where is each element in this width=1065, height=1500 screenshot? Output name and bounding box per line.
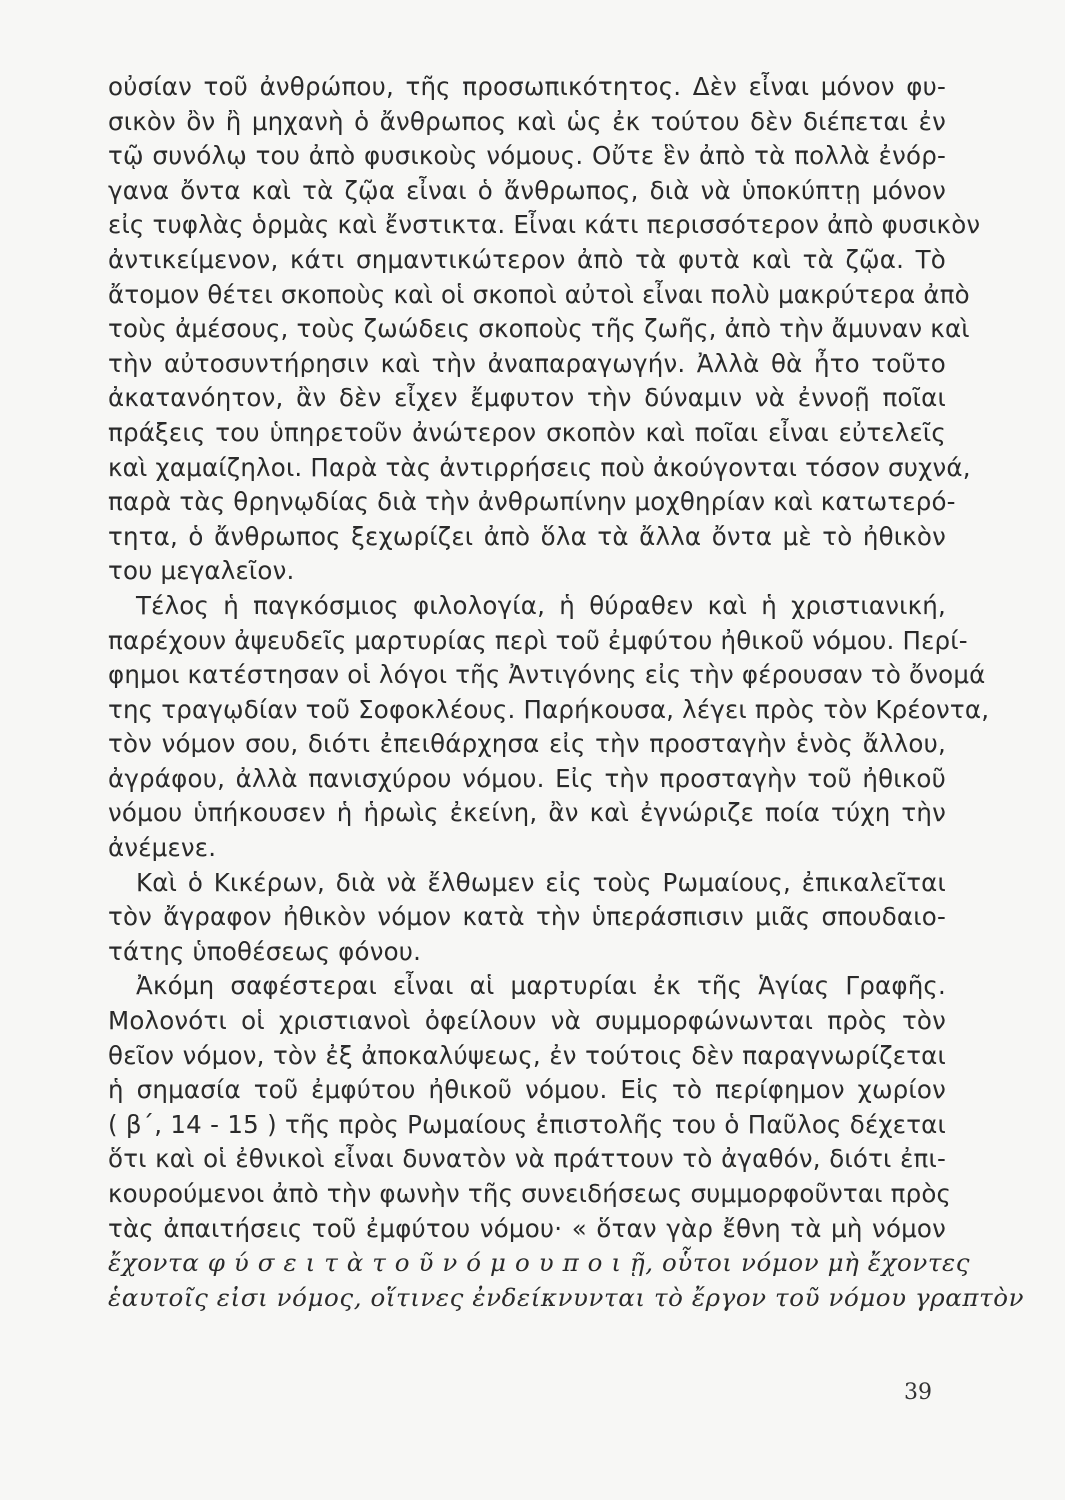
text-line: πράξεις του ὑπηρετοῦν ἀνώτερον σκοπὸν καὶ ποῖαι εἶναι εὐτελεῖς [108,417,946,447]
text-line: τητα, ὁ ἄνθρωπος ξεχωρίζει ἀπὸ ὅλα τὰ ἄλλα ὄντα μὲ τὸ ἠθικὸν [108,521,946,551]
text-line: κουρούμενοι ἀπὸ τὴν φωνὴν τῆς συνειδήσεως συμμορφοῦνται πρὸς [108,1179,952,1208]
text-line: ἀντικείμενον, κάτι σημαντικώτερον ἀπὸ τὰ φυτὰ καὶ τὰ ζῷα. Τὸ [108,244,946,274]
text-line: ἑαυτοῖς εἰσι νόμος, οἵτινες ἐνδείκνυνται τὸ ἔργον τοῦ νόμου γραπτὸν [108,1282,1025,1312]
text-line: ἄτομον θέτει σκοποὺς καὶ οἱ σκοποὶ αὐτοὶ εἶναι πολὺ μακρύτερα ἀπὸ [108,279,970,309]
text-line: θεῖον νόμον, τὸν ἐξ ἀποκαλύψεως, ἐν τούτοις δὲν παραγνωρίζεται [108,1040,946,1070]
text-line: ἡ σημασία τοῦ ἐμφύτου ἠθικοῦ νόμου. Εἰς τὸ περίφημον χωρίον [108,1075,946,1105]
text-line: Τέλος ἡ παγκόσμιος φιλολογία, ἡ θύραθεν καὶ ἡ χριστιανική, [136,590,946,620]
text-line: καὶ χαμαίζηλοι. Παρὰ τὰς ἀντιρρήσεις ποὺ ἀκούγονται τόσον συχνά, [108,452,971,482]
text-line: ἀκατανόητον, ἂν δὲν εἶχεν ἔμφυτον τὴν δύναμιν νὰ ἐννοῇ ποῖαι [108,383,946,413]
text-line: παρὰ τὰς θρηνῳδίας διὰ τὴν ἀνθρωπίνην μοχθηρίαν καὶ κατωτερό- [108,487,956,517]
text-line: νόμου ὑπήκουσεν ἡ ἡρωὶς ἐκείνη, ἂν καὶ ἐγνώριζε ποία τύχη τὴν [108,798,946,828]
text-line: του μεγαλεῖον. [108,556,295,586]
text-line: Ἀκόμη σαφέστεραι εἶναι αἱ μαρτυρίαι ἐκ τῆς Ἁγίας Γραφῆς. [136,971,946,1001]
text-line: τὴν αὐτοσυντήρησιν καὶ τὴν ἀναπαραγωγήν. Ἀλλὰ θὰ ἦτο τοῦτο [108,348,946,378]
text-line: ἀγράφου, ἀλλὰ πανισχύρου νόμου. Εἰς τὴν προσταγὴν τοῦ ἠθικοῦ [108,763,946,793]
text-line: τῷ συνόλῳ του ἀπὸ φυσικοὺς νόμους. Οὔτε ἓν ἀπὸ τὰ πολλὰ ἐνόρ- [108,141,946,171]
body-text [108,70,1025,1315]
text-line: ὅτι καὶ οἱ ἐθνικοὶ εἶναι δυνατὸν νὰ πράττουν τὸ ἀγαθόν, διότι ἐπι- [108,1144,946,1174]
text-line: παρέχουν ἀψευδεῖς μαρτυρίας περὶ τοῦ ἐμφύτου ἠθικοῦ νόμου. Περί- [108,625,968,655]
text-line: τάτης ὑποθέσεως φόνου. [108,936,422,966]
text-line: φημοι κατέστησαν οἱ λόγοι τῆς Ἀντιγόνης εἰς τὴν φέρουσαν τὸ ὄνομά [108,660,986,690]
text-line: τὸν νόμον σου, διότι ἐπειθάρχησα εἰς τὴν προσταγὴν ἑνὸς ἄλλου, [108,729,946,759]
text-line: Καὶ ὁ Κικέρων, διὰ νὰ ἔλθωμεν εἰς τοὺς Ρωμαίους, ἐπικαλεῖται [136,867,946,897]
text-line: ἀνέμενε. [108,833,217,863]
text-line: τοὺς ἀμέσους, τοὺς ζωώδεις σκοποὺς τῆς ζωῆς, ἀπὸ τὴν ἄμυναν καὶ [108,314,970,344]
text-line: οὐσίαν τοῦ ἀνθρώπου, τῆς προσωπικότητος. Δὲν εἶναι μόνον φυ- [108,72,946,101]
text-line: της τραγῳδίαν τοῦ Σοφοκλέους. Παρήκουσα, λέγει πρὸς τὸν Κρέοντα, [108,694,990,724]
text-line: σικὸν ὂν ἢ μηχανὴ ὁ ἄνθρωπος καὶ ὡς ἐκ τούτου δὲν διέπεται ἐν [108,106,946,136]
page-number: 39 [904,1380,932,1405]
text-line: ( β΄, 14 - 15 ) τῆς πρὸς Ρωμαίους ἐπιστολῆς του ὁ Παῦλος δέχεται [108,1109,946,1139]
text-line: εἰς τυφλὰς ὁρμὰς καὶ ἔνστικτα. Εἶναι κάτι περισσότερον ἀπὸ φυσικὸν [108,210,981,240]
text-line: Μολονότι οἱ χριστιανοὶ ὀφείλουν νὰ συμμορφώνωνται πρὸς τὸν [108,1006,946,1036]
text-line: γανα ὄντα καὶ τὰ ζῷα εἶναι ὁ ἄνθρωπος, διὰ νὰ ὑποκύπτῃ μόνον [108,175,946,205]
text-line: τὸν ἄγραφον ἠθικὸν νόμον κατὰ τὴν ὑπεράσπισιν μιᾶς σπουδαιο- [108,902,946,932]
text-line: ἔχοντα φ ύ σ ε ι τ ὰ τ ο ῦ ν ό μ ο υ π ο ι ῇ, οὗτοι νόμον μὴ ἔχοντες [108,1248,971,1278]
text-line: τὰς ἀπαιτήσεις τοῦ ἐμφύτου νόμου· « ὅταν γὰρ ἔθνη τὰ μὴ νόμον [108,1213,946,1243]
